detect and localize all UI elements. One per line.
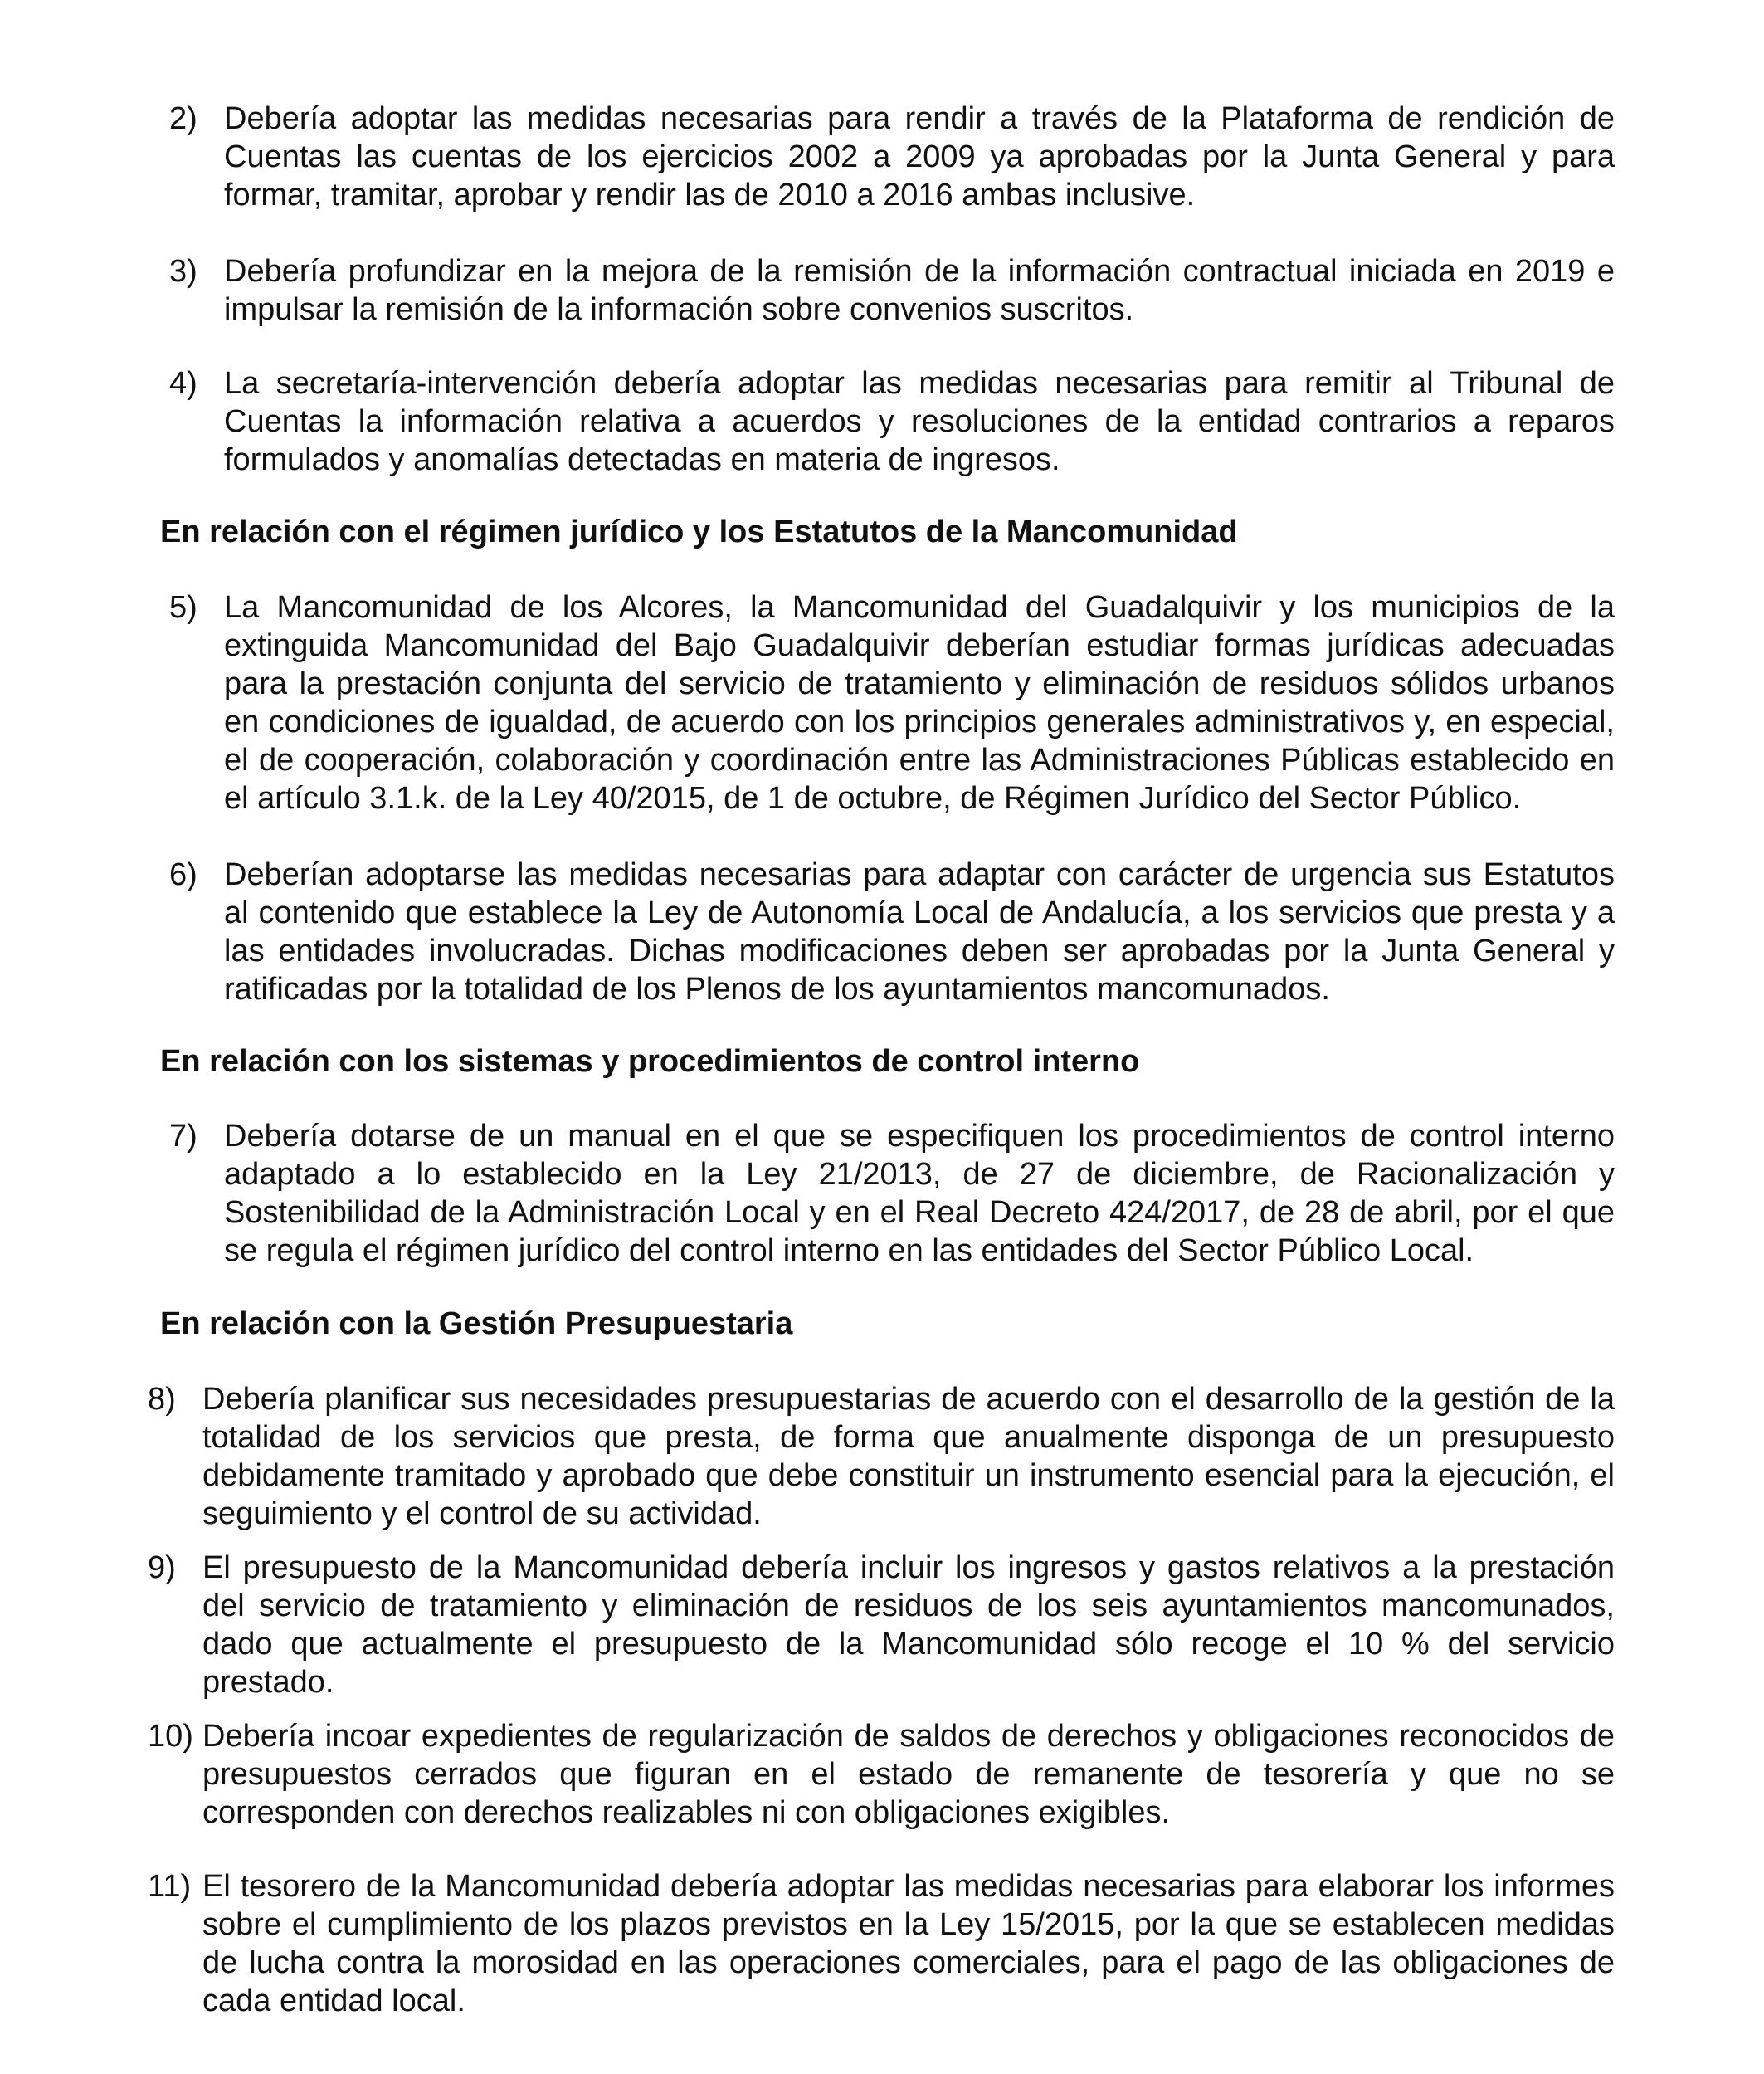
item-text: Debería incoar expedientes de regularización de saldos de derechos y obligaciones reconocidos de presupuestos cerrados que figuran en el estado de remanente de tesorería y que no se corresponden con derechos realizables ni con obligaciones exigibles. — [202, 1719, 1615, 1830]
item-text: La Mancomunidad de los Alcores, la Mancomunidad del Guadalquivir y los municipios de la extinguida Mancomunidad del Bajo Guadalquivir deberían estudiar formas jurídicas adecuadas para la prestación conjunta del servicio de tratamiento y eliminación de residuos sólidos urbanos en condiciones de igualdad, de acuerdo con los principios generales administrativos y, en especial, el de cooperación, colaboración y coordinación entre las Administraciones Públicas establecido en el artículo 3.1.k. de la Ley 40/2015, de 1 de octubre, de Régimen Jurídico del Sector Público. — [224, 590, 1615, 816]
item-number: 5) — [169, 590, 197, 625]
item-text: Debería planificar sus necesidades presupuestarias de acuerdo con el desarrollo de la gestión de la totalidad de los servicios que presta, de forma que anualmente disponga de un presupuesto debidamente tramitado y aprobado que debe constituir un instrumento esencial para la ejecución, el seguimiento y el control de su actividad. — [202, 1382, 1615, 1531]
item-number: 11) — [148, 1869, 192, 1904]
item-number: 9) — [148, 1550, 176, 1585]
item-number: 8) — [148, 1382, 176, 1417]
item-text: Debería profundizar en la mejora de la remisión de la información contractual iniciada en 2019 e impulsar la remisión de la información sobre convenios suscritos. — [224, 254, 1615, 327]
item-text: Deberían adoptarse las medidas necesarias para adaptar con carácter de urgencia sus Estatutos al contenido que establece la Ley de Autonomía Local de Andalucía, a los servicios que presta y a las entidades involucradas. Dichas modificaciones deben ser aprobadas por la Junta General y ratificadas por la totalidad de los Plenos de los ayuntamientos mancomunados. — [224, 857, 1615, 1007]
item-text: El tesorero de la Mancomunidad debería adoptar las medidas necesarias para elaborar los informes sobre el cumplimiento de los plazos previstos en la Ley 15/2015, por la que se establecen medidas de lucha contra la morosidad en las operaciones comerciales, para el pago de las obligaciones de cada entidad local. — [202, 1869, 1615, 2018]
item-text: La secretaría-intervención debería adoptar las medidas necesarias para remitir al Tribunal de Cuentas la información relativa a acuerdos y resoluciones de la entidad contrarios a reparos formulados y anomalías detectadas en materia de ingresos. — [224, 366, 1615, 477]
item-number: 2) — [169, 101, 197, 136]
item-text: Debería dotarse de un manual en el que se especifiquen los procedimientos de control interno adaptado a lo establecido en la Ley 21/2013, de 27 de diciembre, de Racionalización y Sostenibilidad de la Administración Local y en el Real Decreto 424/2017, de 28 de abril, por el que se regula el régimen jurídico del control interno en las entidades del Sector Público Local. — [224, 1119, 1615, 1268]
item-number: 10) — [148, 1719, 193, 1754]
item-number: 4) — [169, 366, 197, 401]
section-heading-gestion-presupuestaria: En relación con la Gestión Presupuestaria — [160, 1306, 793, 1341]
item-number: 6) — [169, 857, 197, 892]
section-heading-control-interno: En relación con los sistemas y procedimientos de control interno — [160, 1044, 1140, 1079]
section-heading-regimen-juridico: En relación con el régimen jurídico y los Estatutos de la Mancomunidad — [160, 515, 1238, 549]
item-number: 7) — [169, 1119, 197, 1154]
item-text: Debería adoptar las medidas necesarias para rendir a través de la Plataforma de rendición de Cuentas las cuentas de los ejercicios 2002 a 2009 ya aprobadas por la Junta General y para formar, tramitar, aprobar y rendir las de 2010 a 2016 ambas inclusive. — [224, 101, 1615, 212]
item-number: 3) — [169, 254, 197, 289]
item-text: El presupuesto de la Mancomunidad debería incluir los ingresos y gastos relativos a la prestación del servicio de tratamiento y eliminación de residuos de los seis ayuntamientos mancomunados, dado que actualmente el presupuesto de la Mancomunidad sólo recoge el 10 % del servicio prestado. — [202, 1550, 1615, 1700]
